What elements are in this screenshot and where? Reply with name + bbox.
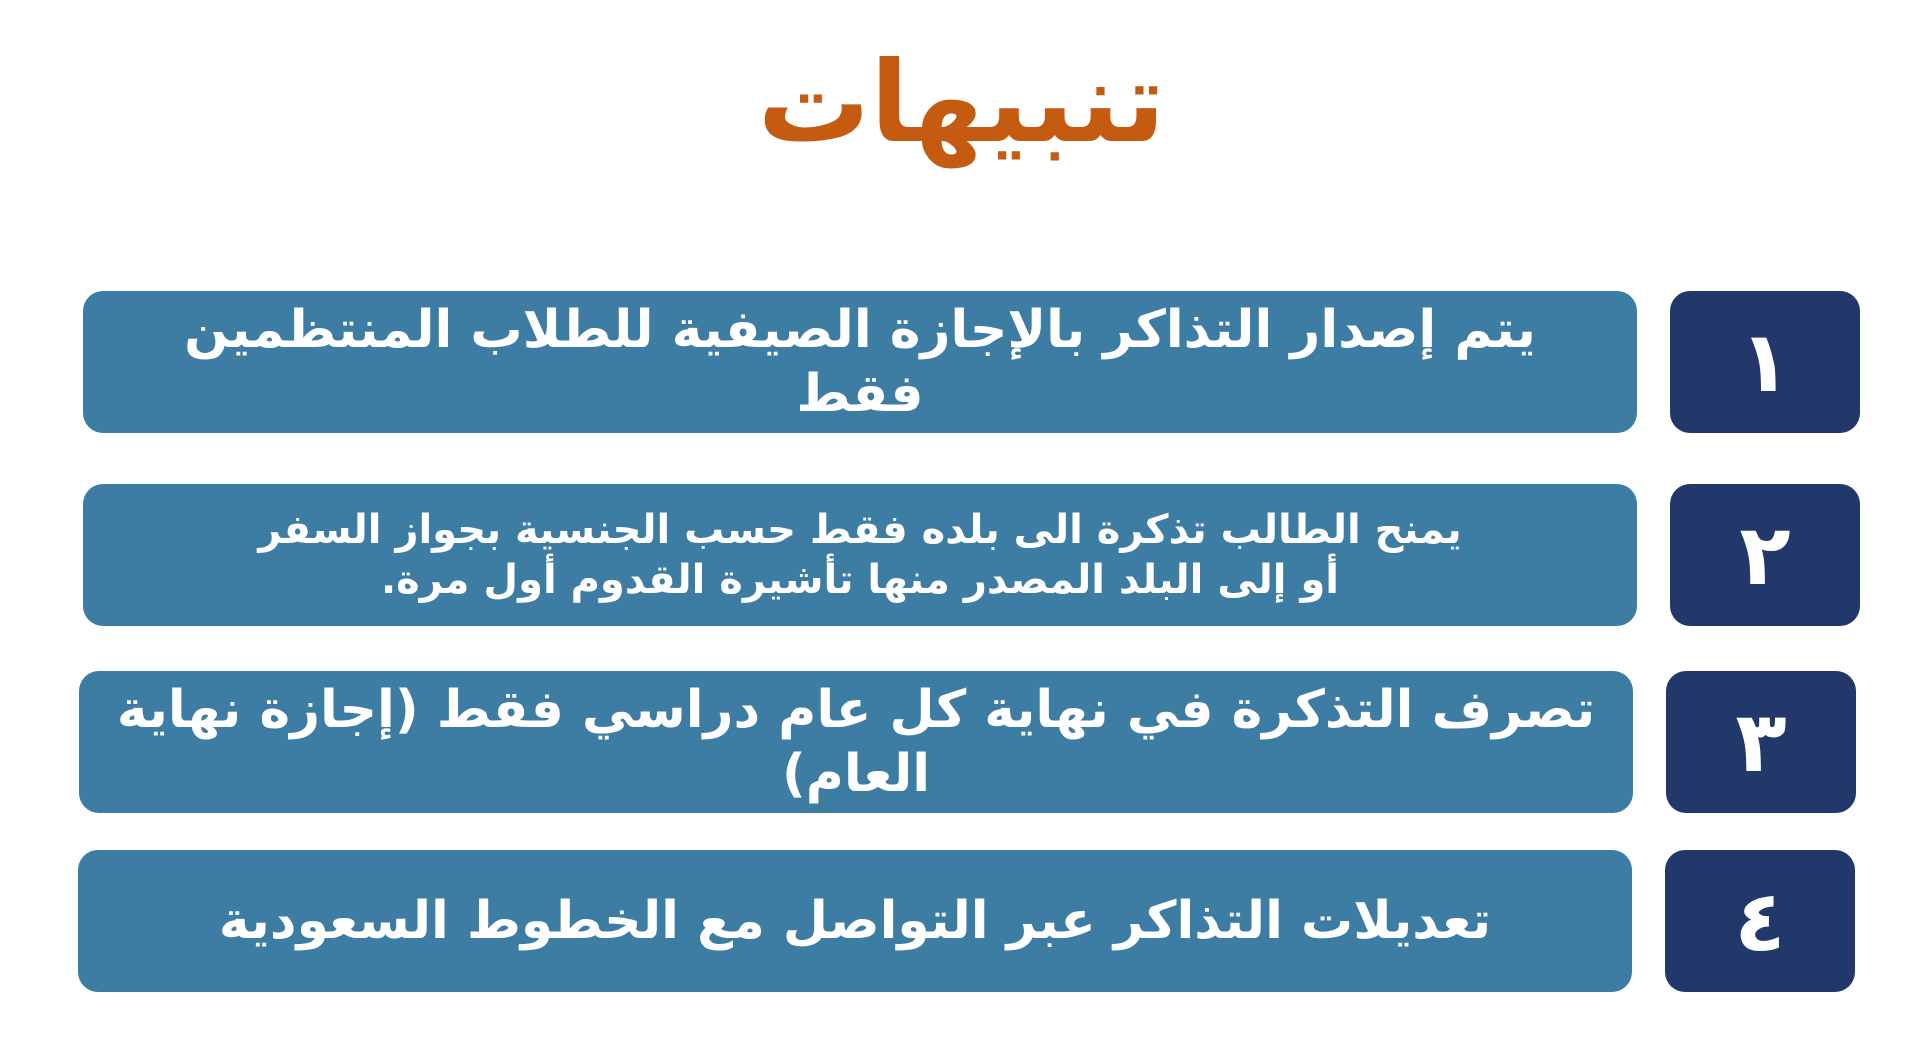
notice-row-3	[0, 671, 1923, 813]
notice-number: ٤	[1734, 872, 1786, 970]
notice-row-1	[0, 291, 1923, 433]
notice-text: تعديلات التذاكر عبر التواصل مع الخطوط السعودية	[218, 891, 1492, 951]
notice-number-badge	[1665, 850, 1855, 992]
notice-number-badge	[1670, 291, 1860, 433]
notice-text-box	[79, 671, 1633, 813]
notice-text-box	[83, 291, 1637, 433]
notice-text-line-2: أو إلى البلد المصدر منها تأشيرة القدوم أول مرة.	[380, 557, 1340, 603]
notice-number: ١	[1739, 313, 1791, 411]
notice-text: تصرف التذكرة في نهاية كل عام دراسي فقط (إجازة نهاية العام)	[116, 680, 1596, 804]
notice-number: ٣	[1735, 693, 1787, 791]
notice-text-line-1: يمنح الطالب تذكرة الى بلده فقط حسب الجنسية بجواز السفر	[258, 507, 1462, 553]
notice-number-badge	[1670, 484, 1860, 626]
notice-text-box	[83, 484, 1637, 626]
notice-text-box	[78, 850, 1632, 992]
notice-number-badge	[1666, 671, 1856, 813]
page-title: تنبيهات	[757, 38, 1166, 168]
notice-row-4	[0, 850, 1923, 992]
notice-row-2	[0, 484, 1923, 626]
notice-text: يتم إصدار التذاكر بالإجازة الصيفية للطلاب المنتظمين فقط	[184, 300, 1536, 424]
notice-number: ٢	[1739, 506, 1791, 604]
